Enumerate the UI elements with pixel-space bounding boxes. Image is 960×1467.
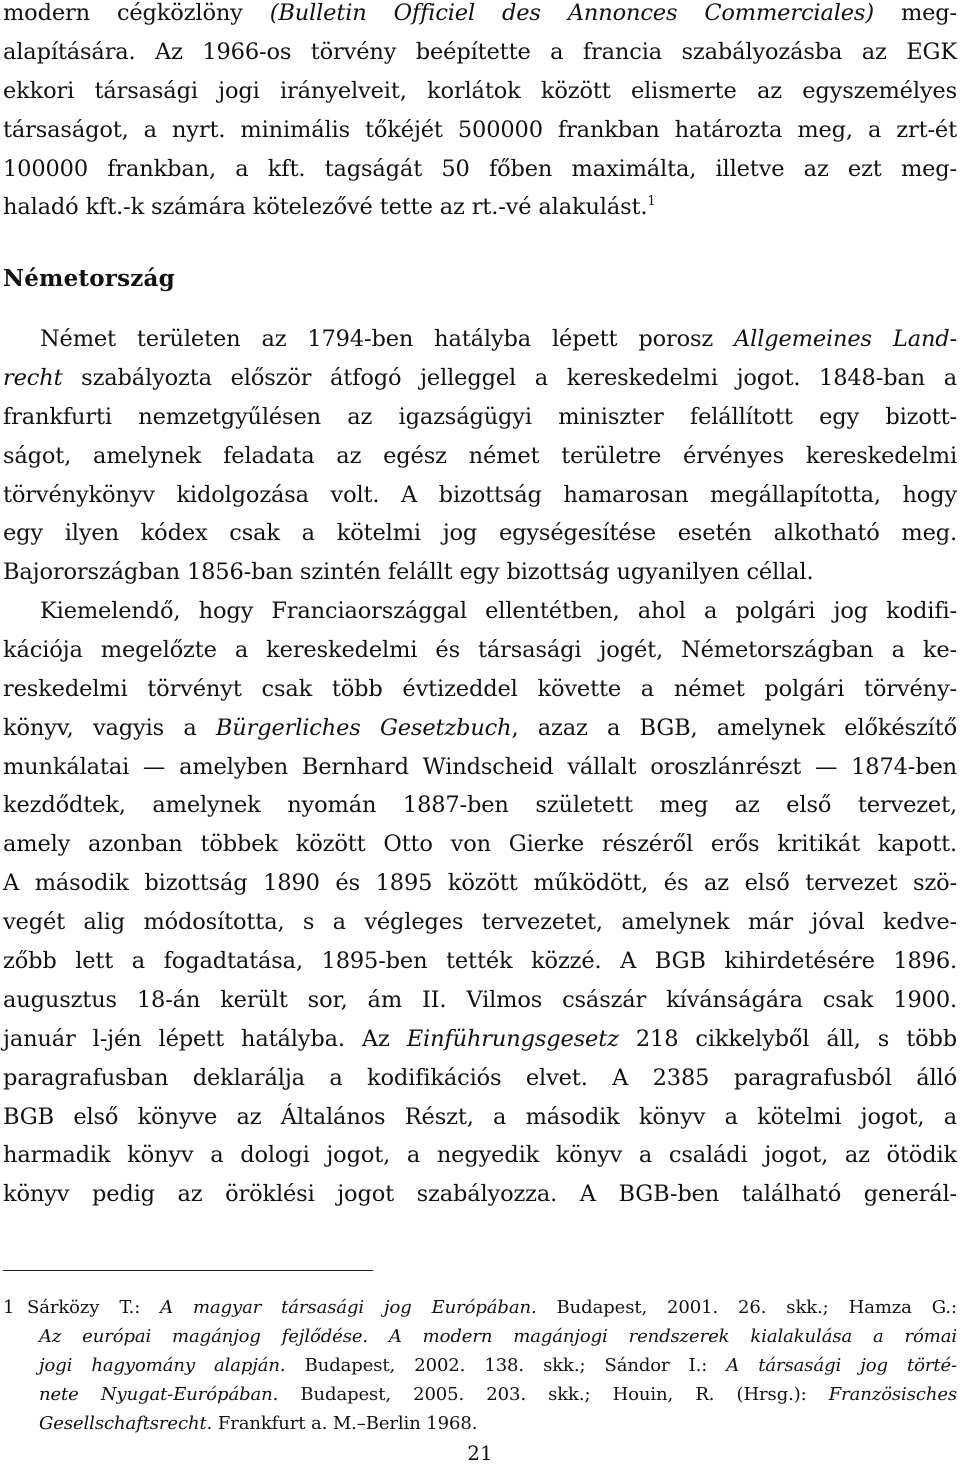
italic-title: Bürgerliches Gesetzbuch [215, 714, 512, 741]
page-number: 21 [467, 1441, 493, 1465]
text-line [3, 709, 957, 748]
text-line: munkálatai — amelyben Bernhard Windscheid vállalt oroszlánrészt — 1874-ben [3, 753, 957, 780]
footnote-number: 1 [3, 1297, 15, 1318]
text-line: egy ilyen kódex csak a kötelmi jog egységesítése esetén alkotható meg. [3, 520, 957, 547]
text-line: augusztus 18-án került sor, ám II. Vilmos császár kívánságára csak 1900. [3, 986, 957, 1013]
italic-title: A társasági jog törté- [726, 1355, 957, 1376]
text-line: alapítására. Az 1966-os törvény beépítette a francia szabályozásba az EGK [3, 38, 957, 65]
italic-title: nete Nyugat-Európában. [39, 1384, 279, 1405]
text-segment: Frankfurt a. M.–Berlin 1968. [212, 1413, 478, 1434]
text-line: törvénykönyv kidolgozása volt. A bizottság hamarosan megállapította, hogy [3, 481, 957, 508]
text-line: ekkori társasági jogi irányelveit, korlátok között elismerte az egyszemélyes [3, 77, 957, 104]
text-line [3, 1020, 957, 1059]
text-line: kációja megelőzte a kereskedelmi és társasági jogét, Németországban a ke- [3, 636, 957, 663]
text-line: paragrafusban deklarálja a kodifikációs elvet. A 2385 paragrafusból álló [3, 1064, 957, 1091]
footnote-line [3, 1293, 957, 1322]
text-segment: Budapest, 2002. 138. skk.; Sándor I.: [285, 1355, 727, 1376]
text-line [3, 359, 957, 398]
text-line: zőbb lett a fogadtatása, 1895-ben tették közzé. A BGB kihirdetésére 1896. [3, 948, 957, 975]
paragraph-bgb [3, 592, 957, 1214]
text-line: kezdődtek, amelynek nyomán 1887-ben született meg az első tervezet, [3, 792, 957, 819]
text-line: reskedelmi törvényt csak több évtizeddel követte a német polgári törvény- [3, 675, 957, 702]
text-segment: Budapest, 2005. 203. skk.; Houin, R. (Hrsg.): [278, 1384, 829, 1405]
text-segment: január l-jén lépett hatályba. Az [3, 1025, 407, 1052]
footnote-reference: 1 [647, 194, 656, 210]
text-segment: Budapest, 2001. 26. skk.; Hamza G.: [536, 1297, 957, 1318]
text-line: BGB első könyve az Általános Részt, a második könyv a kötelmi jogot, a [3, 1103, 957, 1130]
italic-title: Französisches [828, 1384, 958, 1405]
italic-title: A magyar társasági jog Európában. [160, 1297, 537, 1318]
italic-title: recht [3, 364, 63, 391]
footnote-line [3, 1351, 957, 1380]
footnote-line [3, 1380, 957, 1409]
footnote-line [3, 1322, 957, 1351]
text-segment: Sárközy T.: [27, 1297, 161, 1318]
section-heading: Németország [3, 265, 175, 292]
text-line: 100000 frankban, a kft. tagságát 50 főben maximálta, illetve az ezt meg- [3, 155, 957, 182]
text-segment: Német területen az 1794-ben hatályba lépett porosz [40, 326, 735, 352]
italic-title: Gesellschaftsrecht. [39, 1413, 213, 1434]
text-line: könyv pedig az öröklési jogot szabályozza. A BGB-ben található generál- [3, 1181, 957, 1208]
intro-paragraph [3, 0, 957, 227]
text-line: harmadik könyv a dologi jogot, a negyedik könyv a családi jogot, az ötödik [3, 1142, 957, 1169]
text-segment: 218 cikkelyből áll, s több [618, 1025, 957, 1052]
italic-title: Allgemeines Land- [734, 326, 958, 352]
footnote-divider [3, 1270, 373, 1271]
italic-title: Einführungsgesetz [406, 1025, 619, 1052]
italic-title: jogi hagyomány alapján. [39, 1355, 286, 1376]
text-line: frankfurti nemzetgyűlésen az igazságügyi miniszter felállított egy bizott- [3, 403, 957, 430]
text-line: amely azonban többek között Otto von Gierke részéről erős kritikát kapott. [3, 831, 957, 858]
text-line [3, 188, 957, 227]
footnote-line [3, 1409, 957, 1438]
italic-title: (Bulletin Officiel des Annonces Commerciales) [269, 0, 874, 26]
paragraph-germany-intro [3, 320, 957, 592]
text-line: Kiemelendő, hogy Franciaországgal ellentétben, ahol a polgári jog kodifi- [40, 598, 957, 624]
text-line: A második bizottság 1890 és 1895 között működött, és az első tervezet szö- [3, 870, 957, 897]
text-line: ságot, amelynek feladata az egész német területre érvényes kereskedelmi [3, 442, 957, 469]
text-segment: könyv, vagyis a [3, 714, 216, 741]
italic-title: Az európai magánjog fejlődése. A modern magánjogi rendszerek kialakulása a római [39, 1326, 957, 1347]
text-line: társaságot, a nyrt. minimális tőkéjét 500000 frankban határozta meg, a zrt-ét [3, 116, 957, 143]
text-segment: , azaz a BGB, amelynek előkészítő [511, 714, 957, 741]
text-line [3, 320, 957, 359]
text-line: Bajorországban 1856-ban szintén felállt egy bizottság ugyanilyen céllal. [3, 559, 814, 586]
text-segment: szabályozta először átfogó jelleggel a kereskedelmi jogot. 1848-ban a [62, 364, 957, 391]
text-line: vegét alig módosította, s a végleges tervezetet, amelynek már jóval kedve- [3, 909, 957, 936]
text-line: modern cégközlöny (Bulletin Officiel des Annonces Commerciales) meg- [3, 0, 958, 26]
footnote [3, 1293, 957, 1438]
text-segment: haladó kft.-k számára kötelezővé tette az rt.-vé alakulást. [3, 194, 648, 221]
